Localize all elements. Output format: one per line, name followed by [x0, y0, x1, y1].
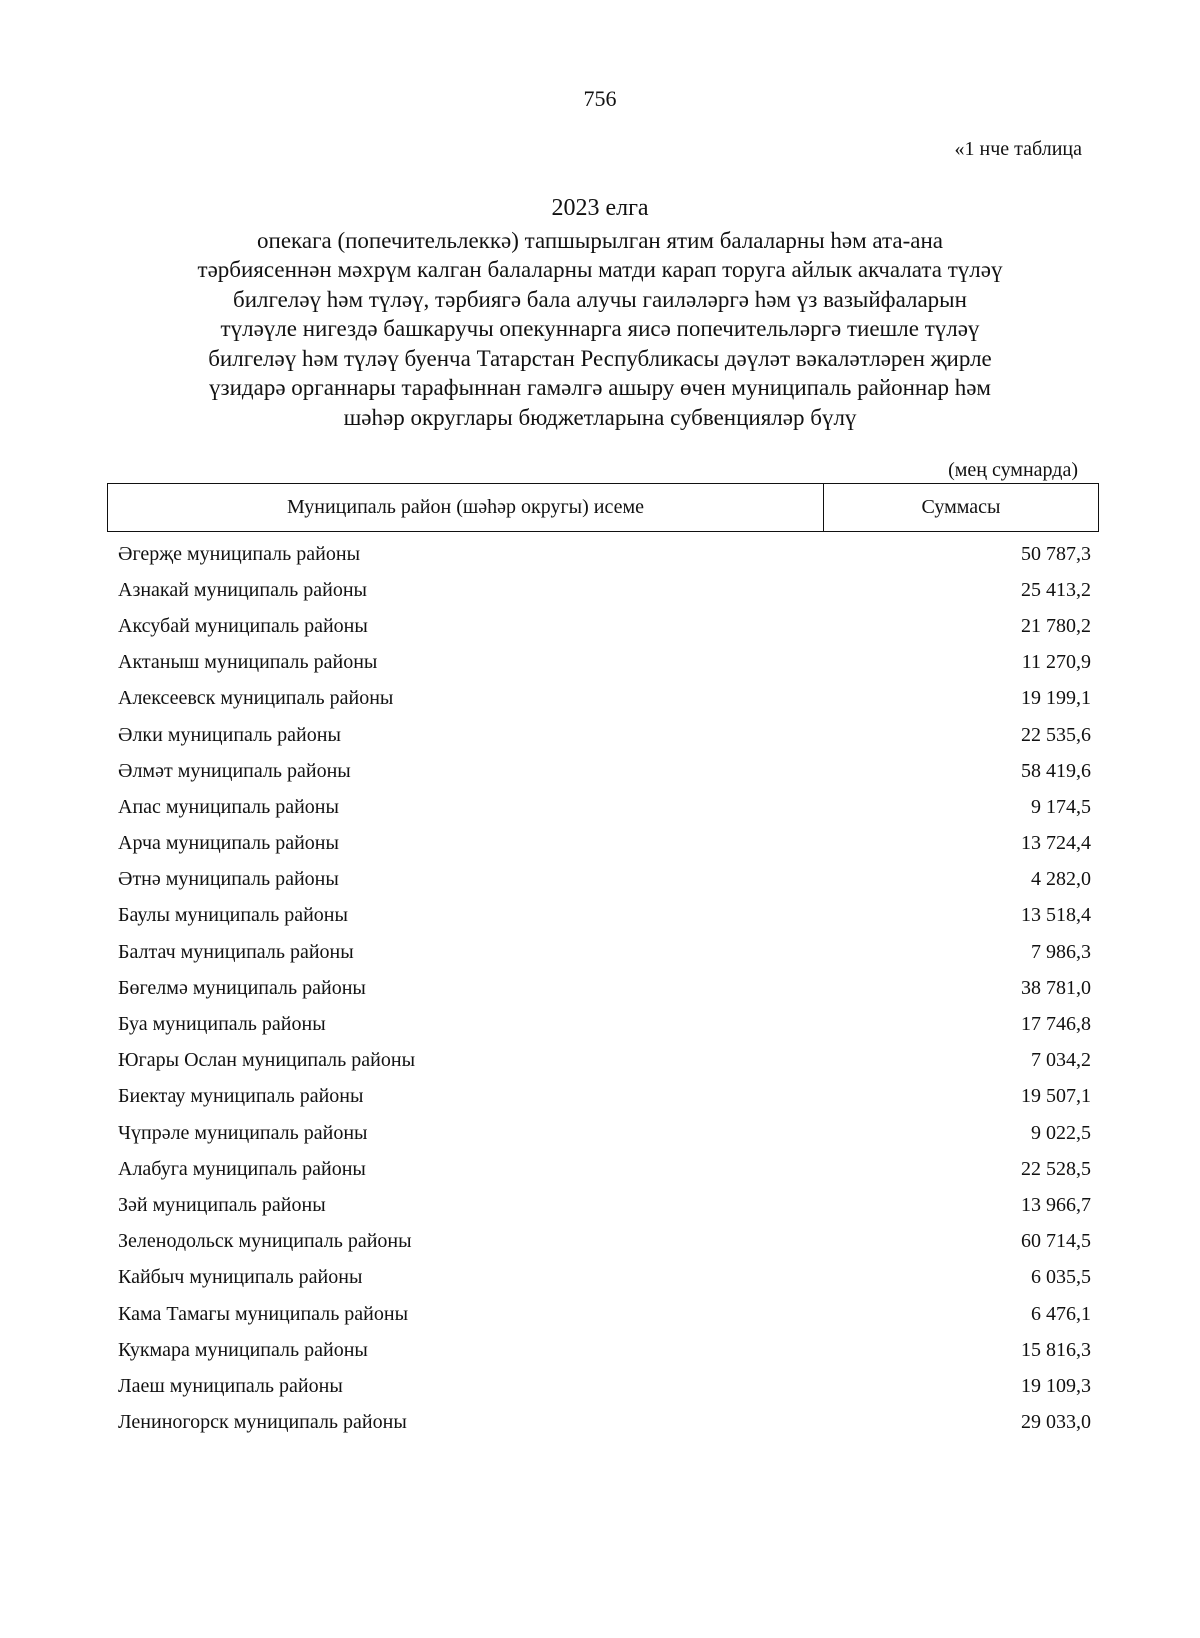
district-name: Чүпрәле муниципаль районы — [118, 1121, 368, 1144]
district-name: Алексеевск муниципаль районы — [118, 687, 394, 710]
table-row — [107, 826, 1099, 862]
title-line: тәрбиясеннән мәхрүм калган балаларны матди карап торуга айлык акчалата түләү — [197, 257, 1003, 282]
district-name: Актаныш муниципаль районы — [118, 651, 378, 674]
table-reference: «1 нче таблица — [954, 138, 1082, 160]
district-name: Буа муниципаль районы — [118, 1013, 326, 1036]
district-name: Лаеш муниципаль районы — [118, 1374, 343, 1397]
table-row — [107, 717, 1099, 753]
district-sum: 17 746,8 — [1021, 1013, 1091, 1036]
units-note: (мең сумнарда) — [948, 459, 1078, 481]
table-row — [107, 1043, 1099, 1079]
district-sum: 25 413,2 — [1021, 578, 1091, 601]
title-year: 2023 елга — [551, 195, 649, 221]
table-row — [107, 1405, 1099, 1441]
district-name: Кайбыч муниципаль районы — [118, 1266, 363, 1289]
district-sum: 58 419,6 — [1021, 759, 1091, 782]
district-sum: 19 109,3 — [1021, 1374, 1091, 1397]
table-row — [107, 1224, 1099, 1260]
title-line: билгеләү һәм түләү буенча Татарстан Республикасы дәүләт вәкаләтләрен җирле — [208, 345, 992, 371]
district-sum: 15 816,3 — [1021, 1338, 1091, 1361]
district-sum: 22 528,5 — [1021, 1157, 1091, 1180]
district-name: Кама Тамагы муниципаль районы — [118, 1302, 409, 1325]
district-sum: 7 986,3 — [1031, 940, 1091, 963]
district-name: Әтнә муниципаль районы — [118, 868, 339, 891]
district-name: Алабуга муниципаль районы — [118, 1157, 366, 1180]
table-row — [107, 1079, 1099, 1115]
district-sum: 19 199,1 — [1021, 687, 1091, 710]
district-name: Баулы муниципаль районы — [118, 904, 348, 927]
district-sum: 21 780,2 — [1021, 614, 1091, 637]
district-sum: 4 282,0 — [1031, 868, 1091, 891]
title-line: опекага (попечительлеккә) тапшырылган ятим балаларны һәм ата-ана — [257, 227, 943, 253]
table-row — [107, 645, 1099, 681]
district-name: Апас муниципаль районы — [118, 795, 339, 818]
district-sum: 13 724,4 — [1021, 832, 1091, 855]
title-line: түләүле нигездә башкаручы опекуннарга яисә попечительләргә тиешле түләү — [220, 316, 980, 341]
table-row — [107, 608, 1099, 644]
district-sum: 6 476,1 — [1031, 1302, 1091, 1325]
table-row — [107, 572, 1099, 608]
document-title — [100, 194, 1100, 432]
table-row — [107, 898, 1099, 934]
district-name: Әгерҗе муниципаль районы — [118, 542, 361, 565]
table-row — [107, 1151, 1099, 1187]
table-row — [107, 1115, 1099, 1151]
table-row — [107, 970, 1099, 1006]
district-name: Зеленодольск муниципаль районы — [118, 1230, 412, 1253]
district-sum: 38 781,0 — [1021, 976, 1091, 999]
district-sum: 9 022,5 — [1031, 1121, 1091, 1144]
district-sum: 60 714,5 — [1021, 1230, 1091, 1253]
table-row — [107, 753, 1099, 789]
district-name: Әлки муниципаль районы — [118, 723, 341, 746]
table-row — [107, 789, 1099, 825]
table-row — [107, 1187, 1099, 1223]
district-name: Аксубай муниципаль районы — [118, 614, 368, 637]
district-sum: 50 787,3 — [1021, 542, 1091, 565]
header-name-column: Муниципаль район (шәһәр округы) исеме — [108, 484, 824, 531]
district-sum: 29 033,0 — [1021, 1411, 1091, 1434]
table-row — [107, 536, 1099, 572]
district-name: Арча муниципаль районы — [118, 832, 339, 855]
table-row — [107, 1296, 1099, 1332]
title-line: үзидарә органнары тарафыннан гамәлгә ашыру өчен муниципаль районнар һәм — [209, 375, 991, 400]
district-name: Әлмәт муниципаль районы — [118, 759, 351, 782]
table-row — [107, 1368, 1099, 1404]
title-line: шәһәр округлары бюджетларына субвенцияләр бүлү — [343, 404, 857, 430]
district-sum: 6 035,5 — [1031, 1266, 1091, 1289]
district-name: Азнакай муниципаль районы — [118, 578, 367, 601]
district-name: Лениногорск муниципаль районы — [118, 1411, 407, 1434]
table-row — [107, 1332, 1099, 1368]
district-name: Биектау муниципаль районы — [118, 1085, 364, 1108]
district-name: Кукмара муниципаль районы — [118, 1338, 368, 1361]
header-sum-column: Суммасы — [921, 496, 1001, 518]
district-name: Зәй муниципаль районы — [118, 1193, 326, 1216]
district-sum: 13 518,4 — [1021, 904, 1091, 927]
district-sum: 7 034,2 — [1031, 1049, 1091, 1072]
table-row — [107, 862, 1099, 898]
district-name: Балтач муниципаль районы — [118, 940, 354, 963]
district-sum: 22 535,6 — [1021, 723, 1091, 746]
district-sum: 9 174,5 — [1031, 795, 1091, 818]
title-line: билгеләү һәм түләү, тәрбиягә бала алучы гаиләләргә һәм үз вазыйфаларын — [233, 286, 967, 312]
subvention-table — [107, 483, 1099, 1441]
table-row — [107, 1006, 1099, 1042]
district-sum: 13 966,7 — [1021, 1193, 1091, 1216]
table-row — [107, 681, 1099, 717]
district-sum: 19 507,1 — [1021, 1085, 1091, 1108]
district-sum: 11 270,9 — [1021, 651, 1091, 674]
table-header — [107, 483, 1099, 532]
district-name: Югары Ослан муниципаль районы — [118, 1049, 416, 1072]
district-name: Бөгелмә муниципаль районы — [118, 976, 366, 999]
table-body — [107, 536, 1099, 1441]
table-row — [107, 1260, 1099, 1296]
table-row — [107, 934, 1099, 970]
page-number: 756 — [583, 86, 617, 111]
